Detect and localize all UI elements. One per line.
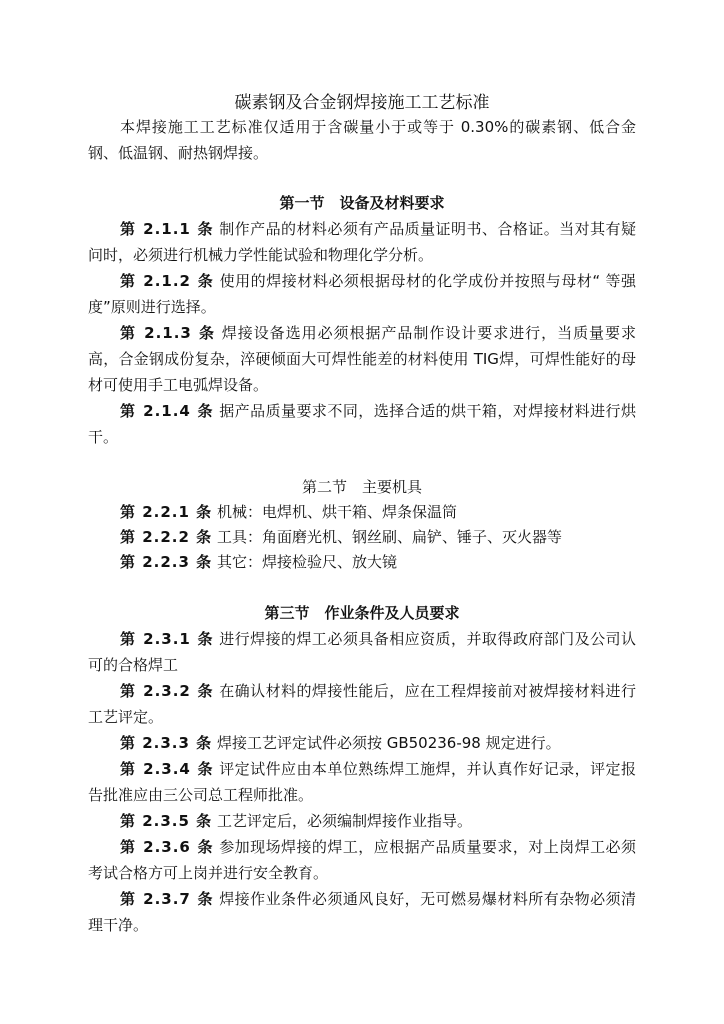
article-number: 第 2.2.2 条 bbox=[120, 528, 213, 546]
article-number: 第 2.1.2 条 bbox=[120, 272, 215, 290]
article-number: 第 2.1.4 条 bbox=[120, 402, 214, 420]
article-2-2-1 bbox=[88, 500, 636, 524]
article-number: 第 2.3.7 条 bbox=[120, 890, 214, 908]
article-2-3-5 bbox=[88, 808, 636, 834]
article-number: 第 2.3.3 条 bbox=[120, 734, 213, 752]
section-3-heading: 第三节 作业条件及人员要求 bbox=[264, 604, 460, 622]
article-2-3-6 bbox=[88, 834, 636, 886]
article-2-3-4 bbox=[88, 756, 636, 808]
article-number: 第 2.3.1 条 bbox=[120, 630, 214, 648]
article-number: 第 2.2.1 条 bbox=[120, 503, 213, 521]
article-text: 在确认材料的焊接性能后，应在工程焊接前对被焊接材料进行工艺评定。 bbox=[88, 682, 636, 726]
intro-paragraph: 本焊接施工工艺标准仅适用于含碳量小于或等于 0.30%的碳素钢、低合金钢、低温钢、耐热钢焊接。 bbox=[88, 118, 636, 162]
article-text: 参加现场焊接的焊工，应根据产品质量要求，对上岗焊工必须考试合格方可上岗并进行安全教育。 bbox=[88, 838, 636, 882]
article-text: 据产品质量要求不同，选择合适的烘干箱，对焊接材料进行烘干。 bbox=[88, 402, 636, 446]
article-number: 第 2.3.5 条 bbox=[120, 812, 213, 830]
article-text: 使用的焊接材料必须根据母材的化学成份并按照与母材“ 等强度”原则进行选择。 bbox=[88, 272, 637, 316]
article-number: 第 2.3.4 条 bbox=[120, 760, 214, 778]
article-number: 第 2.3.6 条 bbox=[120, 838, 214, 856]
article-2-2-2 bbox=[88, 525, 636, 549]
article-text: 其它：焊接检验尺、放大镜 bbox=[216, 553, 397, 571]
article-number: 第 2.1.1 条 bbox=[120, 220, 214, 238]
article-number: 第 2.2.3 条 bbox=[120, 553, 213, 571]
article-2-3-2 bbox=[88, 678, 636, 730]
article-2-3-7 bbox=[88, 886, 636, 938]
article-2-1-2 bbox=[88, 268, 636, 320]
article-2-1-4 bbox=[88, 398, 636, 450]
article-text: 机械：电焊机、烘干箱、焊条保温筒 bbox=[216, 503, 457, 521]
article-text: 焊接作业条件必须通风良好，无可燃易爆材料所有杂物必须清理干净。 bbox=[88, 890, 636, 934]
article-text: 焊接设备选用必须根据产品制作设计要求进行，当质量要求高，合金钢成份复杂，淬硬倾面大可焊性能差的材料使用 TIG焊，可焊性能好的母材可使用手工电弧焊设备。 bbox=[88, 324, 636, 394]
document-title: 碳素钢及合金钢焊接施工工艺标准 bbox=[234, 93, 490, 113]
article-text: 焊接工艺评定试件必须按 GB50236-98 规定进行。 bbox=[216, 734, 561, 752]
article-2-2-3 bbox=[88, 550, 636, 574]
article-2-1-1 bbox=[88, 216, 636, 268]
article-number: 第 2.1.3 条 bbox=[120, 324, 217, 342]
section-2-heading: 第二节 主要机具 bbox=[301, 478, 422, 496]
article-text: 制作产品的材料必须有产品质量证明书、合格证。当对其有疑问时，必须进行机械力学性能试验和物理化学分析。 bbox=[88, 220, 636, 264]
article-2-1-3 bbox=[88, 320, 636, 398]
article-text: 工艺评定后，必须编制焊接作业指导。 bbox=[216, 812, 472, 830]
article-text: 评定试件应由本单位熟练焊工施焊，并认真作好记录，评定报告批准应由三公司总工程师批准。 bbox=[88, 760, 636, 804]
article-text: 工具：角面磨光机、钢丝刷、扁铲、锤子、灭火器等 bbox=[216, 528, 562, 546]
article-text: 进行焊接的焊工必须具备相应资质，并取得政府部门及公司认可的合格焊工 bbox=[88, 630, 636, 674]
section-1-heading: 第一节 设备及材料要求 bbox=[279, 194, 445, 212]
article-number: 第 2.3.2 条 bbox=[120, 682, 214, 700]
article-2-3-1 bbox=[88, 626, 636, 678]
article-2-3-3 bbox=[88, 730, 636, 756]
